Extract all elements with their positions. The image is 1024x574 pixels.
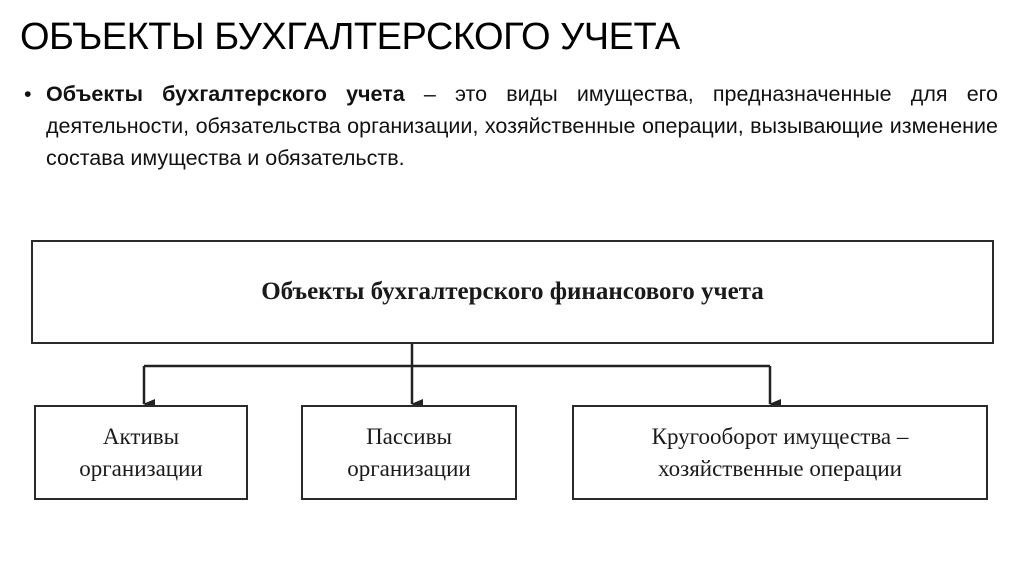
definition-term: Объекты бухгалтерского учета — [46, 82, 405, 106]
root-box — [31, 240, 994, 344]
assets-box — [34, 405, 248, 500]
operations-label-line1: Кругооборот имущества – — [651, 423, 909, 449]
liabilities-label-line2: организации — [347, 455, 471, 481]
liabilities-box — [301, 405, 517, 500]
definition-body: – это виды имущества, предназначенные для его деятельности, обязательства организации, хозяйственные операции, вызывающие изменение состава имущества и обязательств. — [46, 82, 998, 170]
assets-label-line1: Активы — [102, 423, 180, 449]
operations-label-line2: хозяйственные операции — [658, 455, 902, 481]
operations-box — [572, 405, 988, 500]
page-title: ОБЪЕКТЫ БУХГАЛТЕРСКОГО УЧЕТА — [20, 16, 680, 58]
liabilities-label-line1: Пассивы — [366, 423, 452, 449]
assets-label-line2: организации — [79, 455, 203, 481]
root-label: Объекты бухгалтерского финансового учета — [261, 278, 764, 305]
bullet-icon: • — [24, 82, 32, 106]
